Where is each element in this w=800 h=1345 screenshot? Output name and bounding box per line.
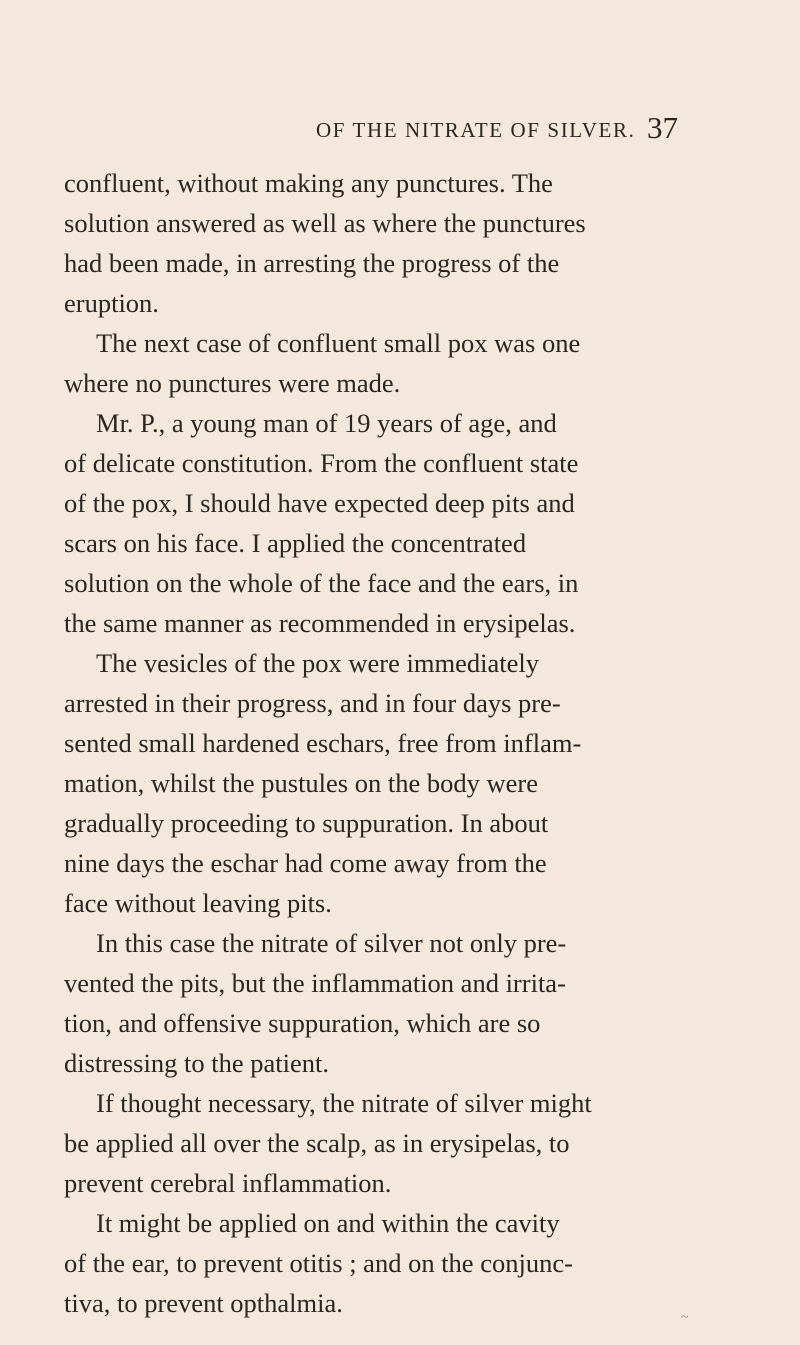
text-line: confluent, without making any punctures. The: [64, 168, 553, 198]
text-line: arrested in their progress, and in four days pre-: [64, 688, 561, 718]
text-line: solution answered as well as where the punctures: [64, 208, 586, 238]
text-line: had been made, in arresting the progress of the: [64, 248, 560, 278]
text-line: gradually proceeding to suppuration. In about: [64, 808, 549, 838]
text-line: where no punctures were made.: [64, 368, 401, 398]
text-line: eruption.: [64, 288, 159, 318]
text-line: tion, and offensive suppuration, which are so: [64, 1008, 541, 1038]
text-line: vented the pits, but the inflammation and irrita-: [64, 968, 566, 998]
text-line: If thought necessary, the nitrate of silver might: [96, 1088, 592, 1118]
text-line: scars on his face. I applied the concentrated: [64, 528, 527, 558]
stray-ink-mark: ~: [681, 1310, 689, 1325]
text-line: tiva, to prevent opthalmia.: [64, 1288, 343, 1318]
text-line: mation, whilst the pustules on the body were: [64, 768, 538, 798]
text-line: of the ear, to prevent otitis ; and on the conjunc-: [64, 1248, 573, 1278]
text-line: face without leaving pits.: [64, 888, 332, 918]
text-line: nine days the eschar had come away from the: [64, 848, 547, 878]
text-line: of the pox, I should have expected deep pits and: [64, 488, 575, 518]
text-line: be applied all over the scalp, as in erysipelas, to: [64, 1128, 570, 1158]
text-line: of delicate constitution. From the confluent state: [64, 448, 579, 478]
page-number: 37: [647, 110, 678, 145]
text-line: the same manner as recommended in erysipelas.: [64, 608, 576, 638]
text-line: solution on the whole of the face and the ears, in: [64, 568, 579, 598]
text-line: distressing to the patient.: [64, 1048, 329, 1078]
text-line: In this case the nitrate of silver not only pre-: [96, 928, 567, 958]
text-line: sented small hardened eschars, free from inflam-: [64, 728, 582, 758]
text-line: The next case of confluent small pox was one: [96, 328, 581, 358]
text-line: The vesicles of the pox were immediately: [96, 648, 539, 678]
text-line: Mr. P., a young man of 19 years of age, and: [96, 408, 557, 438]
running-head: OF THE NITRATE OF SILVER.: [316, 118, 636, 142]
text-line: It might be applied on and within the cavity: [96, 1208, 560, 1238]
text-line: prevent cerebral inflammation.: [64, 1168, 392, 1198]
